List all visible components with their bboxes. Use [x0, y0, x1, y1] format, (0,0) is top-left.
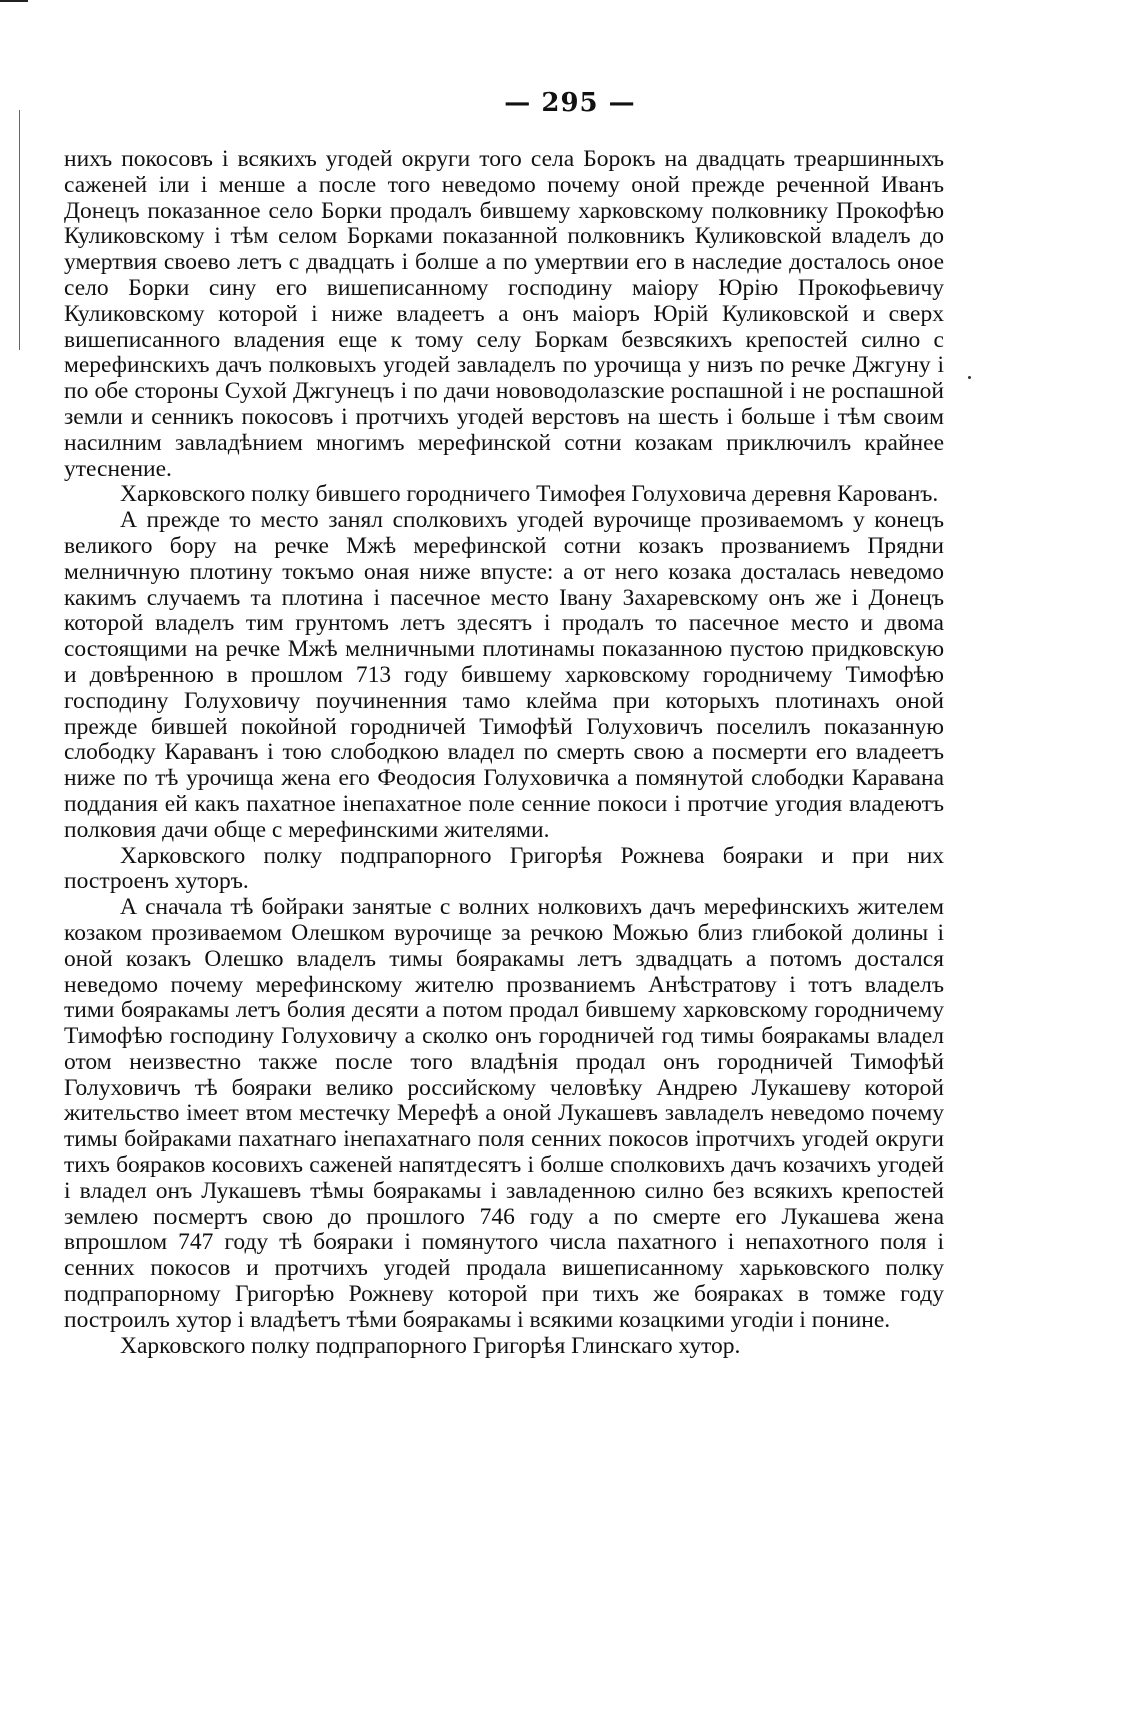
document-body [64, 147, 944, 1359]
section-heading-karovan: Харковского полку бившего городничего Тимофея Голуховича деревня Карованъ. [120, 481, 939, 508]
scan-margin-line [19, 110, 20, 350]
paragraph-continued: нихъ покосовъ і всякихъ угодей округи того села Борокъ на двадцать треаршинныхъ саженей іли і менше а после того неведомо почему оной прежде реченной Иванъ Донецъ показанное село Борки продалъ бившему харковскому полковнику Прокофѣю Куликовскому і тѣм селом Борками показанной полковникъ Куликовской владелъ до умертвия своево летъ с двадцать і болше а по умертвии его в наследие досталось оное село Борки сину его вишеписанному господину маіору Юрію Прокофьевичу Куликовскому которой і ниже владеетъ а онъ маіоръ Юрій Куликовской и сверх вишеписанного владения еще к тому селу Боркам безвсякихъ крепостей силно с мерефинскихъ дачъ полковыхъ угодей завладелъ по урочища у низъ по речке Джгуну і по обе стороны Сухой Джгунецъ і по дачи нововодолазские роспашной і не роспашной земли и сенникъ покосовъ і протчихъ угодей верстовъ на шесть і больше і тѣм своим насилним завладѣнием многимъ мерефинской сотни козакам приключилъ крайнее утеснение. [64, 146, 944, 482]
scan-margin-dot [968, 376, 971, 379]
scan-edge-mark [0, 0, 28, 6]
paragraph: А сначала тѣ бойраки занятые с волних нолковихъ дачъ мерефинскихъ жителем козаком прозиваемом Олешком вурочище за речкою Можью близ глибокой долины і оной козакъ Олешко владелъ тимы бояракамы летъ здвадцать а потомъ достался неведомо почему мерефинскому жителю прозваниемъ Анѣстратову і тотъ владелъ тими бояракамы летъ болия десяти а потом продал бившему харковскому городничему Тимофѣю господину Голуховичу а сколко онъ городничей год тимы бояракамы владел отом неизвестно также после того владѣнія продал онъ городничей Тимофѣй Голуховичъ тѣ бояраки велико российскому человѣку Андрею Лукашеву которой жительство імеет втом местечку Мерефѣ а оной Лукашевъ завладелъ неведомо почему тимы бойраками пахатнаго інепахатнаго поля сенних покосов іпротчихъ угодей округи тихъ бояраков косовихъ саженей напятдесятъ і болше сполковихъ дачъ козачихъ угодей і владел онъ Лукашевъ тѣмы бояракамы і завладенною силно без всякихъ крепостей землею посмертъ свою до прошлого 746 году а по смерте его Лукашева жена впрошлом 747 году тѣ бояраки і помянутого числа пахатного і непахотного поля і сенних покосов и протчихъ угодей продала вишеписанному харьковского полку подпрапорному Григорѣю Рожневу которой при тихъ же бояраках в томже году построилъ хутор і владѣетъ тѣми бояракамы і всякими козацкими угодіи і понине. [64, 894, 944, 1333]
section-heading-rozhnev: Харковского полку подпрапорного Григорѣя Рожнева бояраки и при них построенъ хуторъ. [64, 842, 944, 895]
page-number: — 295 — [504, 88, 636, 118]
paragraph: А прежде то место занял сполковихъ угодей вурочище прозиваемомъ у конецъ великого бору на речке Мжѣ мерефинской сотни козакъ прозваниемъ Прядни мелничную плотину токъмо оная ниже впусте: а от него козака досталась неведомо какимъ случаемъ та плотина і пасечное место Івану Захаревскому онъ же і Донецъ которой владелъ тим грунтомъ летъ здесятъ і продалъ то пасечное место и двома состоящими на речке Мжѣ мелничными плотинамы показанною пустою придковскую и довѣренною в прошлом 713 году бившему харковскому городничему Тимофѣю господину Голуховичу поучиненния тамо клейма при которыхъ плотинахъ оной прежде бившей покойной городничей Тимофѣй Голуховичъ поселилъ показанную слободку Караванъ і тою слободкою владел по смерть свою а посмерти его владеетъ ниже по тѣ урочища жена его Феодосия Голуховичка а помянутой слободки Каравана поддания ей какъ пахатное інепахатное поле сенние покоси і протчие угодия владеютъ полковия дачи обще с мерефинскими жителями. [64, 507, 944, 843]
section-heading-glinsky: Харковского полку подпрапорного Григорѣя Глинскаго хутор. [120, 1332, 741, 1359]
